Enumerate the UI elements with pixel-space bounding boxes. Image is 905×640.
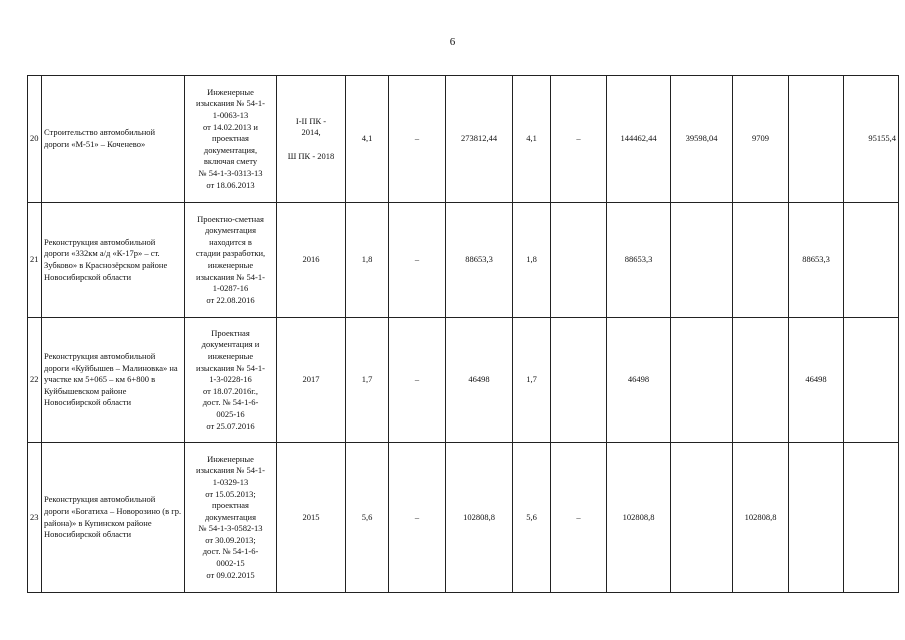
doc-line: от 18.07.2016г., xyxy=(202,385,258,396)
doc-line: инженерные xyxy=(207,260,254,270)
cost-cell: 273812,44 xyxy=(446,76,513,203)
doc-line: от 09.02.2015 xyxy=(206,569,255,580)
length-cell: 1,7 xyxy=(346,318,389,443)
doc-line: документация xyxy=(204,225,257,236)
cost-cell: 88653,3 xyxy=(446,203,513,318)
doc-line: стадии разработки, xyxy=(195,248,266,259)
doc-line: Инженерные xyxy=(207,86,254,97)
doc-line: 1-0329-13 xyxy=(212,476,249,487)
num-cell: 21 xyxy=(28,203,42,318)
table-row xyxy=(28,443,899,593)
y-cell xyxy=(844,443,899,593)
doc-line: проектная xyxy=(212,500,249,511)
name-cell: Реконструкция автомобильной дороги «Богатиха – Новорозино (в гр. района)» в Купинском районе Новосибирской области xyxy=(42,443,185,593)
doc-cell xyxy=(185,76,277,203)
table-row xyxy=(28,203,899,318)
doc-line: от 14.02.2013 и xyxy=(203,121,258,132)
y-cell: 95155,4 xyxy=(844,76,899,203)
num-cell: 23 xyxy=(28,443,42,593)
y-cell xyxy=(733,318,789,443)
y-cell: 9709 xyxy=(733,76,789,203)
y-cell: 39598,04 xyxy=(671,76,733,203)
num-cell: 22 xyxy=(28,318,42,443)
doc-line: включая смету xyxy=(203,156,258,167)
doc-line: 1-0063-13 xyxy=(212,110,249,121)
doc-line: № 54-1-3-0582-13 xyxy=(198,523,263,534)
table-row xyxy=(28,76,899,203)
cost-cell: 46498 xyxy=(607,318,671,443)
doc-line: 1-0287-16 xyxy=(212,283,249,294)
doc-line: изыскания № 54-1- xyxy=(196,98,265,109)
dash-cell: – xyxy=(551,443,607,593)
period-cell xyxy=(277,76,346,203)
doc-line: 1-3-0228-16 xyxy=(209,374,252,385)
doc-line: Проектно-сметная xyxy=(197,213,264,224)
name-cell: Реконструкция автомобильной дороги «332км а/д «К-17р» – ст. Зубково» в Краснозёрском районе Новосибирской области xyxy=(42,203,185,318)
period-line: 2015 xyxy=(302,511,320,522)
period-line: 2017 xyxy=(302,374,320,385)
period-cell xyxy=(277,203,346,318)
y-cell: 46498 xyxy=(789,318,844,443)
dash-cell: – xyxy=(389,203,446,318)
y-cell xyxy=(671,443,733,593)
projects-table xyxy=(27,75,899,593)
doc-line: дост. № 54-1-6- xyxy=(202,546,259,557)
doc-line: 0002-15 xyxy=(216,558,245,569)
period-line: I-II ПК - xyxy=(295,115,327,126)
doc-line: изыскания № 54-1- xyxy=(196,271,265,282)
period-line xyxy=(279,139,343,151)
doc-line: от 30.09.2013; xyxy=(205,534,256,545)
y-cell: 102808,8 xyxy=(733,443,789,593)
doc-line: изыскания № 54-1- xyxy=(196,465,265,476)
doc-line: № 54-1-3-0313-13 xyxy=(198,167,263,178)
doc-cell xyxy=(185,443,277,593)
y-cell xyxy=(671,318,733,443)
period-cell xyxy=(277,318,346,443)
dash-cell xyxy=(551,203,607,318)
table-row xyxy=(28,318,899,443)
doc-line: 0025-16 xyxy=(216,408,245,419)
doc-line: дост. № 54-1-6- xyxy=(202,397,259,408)
dash-cell: – xyxy=(389,443,446,593)
doc-line: изыскания № 54-1- xyxy=(196,362,265,373)
length-cell: 5,6 xyxy=(346,443,389,593)
y-cell xyxy=(789,443,844,593)
length-cell: 4,1 xyxy=(513,76,551,203)
dash-cell: – xyxy=(389,318,446,443)
name-cell: Реконструкция автомобильной дороги «Куйбышев – Малиновка» на участке км 5+065 – км 6+800 в Куйбышевском районе Новосибирской области xyxy=(42,318,185,443)
y-cell xyxy=(844,203,899,318)
dash-cell xyxy=(551,318,607,443)
period-line: Ш ПК - 2018 xyxy=(287,150,335,161)
doc-line: от 15.05.2013; xyxy=(205,488,256,499)
doc-line: проектная xyxy=(212,133,249,144)
dash-cell: – xyxy=(551,76,607,203)
name-cell: Строительство автомобильной дороги «М-51» – Коченево» xyxy=(42,76,185,203)
doc-cell xyxy=(185,203,277,318)
cost-cell: 88653,3 xyxy=(607,203,671,318)
y-cell xyxy=(844,318,899,443)
doc-line: находится в xyxy=(209,236,252,247)
length-cell: 1,8 xyxy=(513,203,551,318)
y-cell xyxy=(789,76,844,203)
y-cell xyxy=(671,203,733,318)
doc-line: инженерные xyxy=(207,351,254,362)
cost-cell: 102808,8 xyxy=(446,443,513,593)
doc-line: документация xyxy=(204,511,257,522)
y-cell: 88653,3 xyxy=(789,203,844,318)
cost-cell: 144462,44 xyxy=(607,76,671,203)
length-cell: 4,1 xyxy=(346,76,389,203)
doc-cell xyxy=(185,318,277,443)
period-line: 2014, xyxy=(301,127,321,138)
num-cell: 20 xyxy=(28,76,42,203)
doc-line: Проектная xyxy=(211,327,250,338)
doc-line: от 22.08.2016 xyxy=(206,294,255,305)
doc-line: документация, xyxy=(203,144,258,155)
doc-line: от 25.07.2016 xyxy=(206,420,255,431)
doc-line: Инженерные xyxy=(207,453,254,464)
cost-cell: 102808,8 xyxy=(607,443,671,593)
doc-line: от 18.06.2013 xyxy=(206,179,255,190)
page-number: 6 xyxy=(449,36,456,48)
y-cell xyxy=(733,203,789,318)
period-cell xyxy=(277,443,346,593)
length-cell: 1,7 xyxy=(513,318,551,443)
doc-line: документация и xyxy=(201,339,260,350)
length-cell: 1,8 xyxy=(346,203,389,318)
period-line: 2016 xyxy=(302,254,320,265)
length-cell: 5,6 xyxy=(513,443,551,593)
cost-cell: 46498 xyxy=(446,318,513,443)
dash-cell: – xyxy=(389,76,446,203)
